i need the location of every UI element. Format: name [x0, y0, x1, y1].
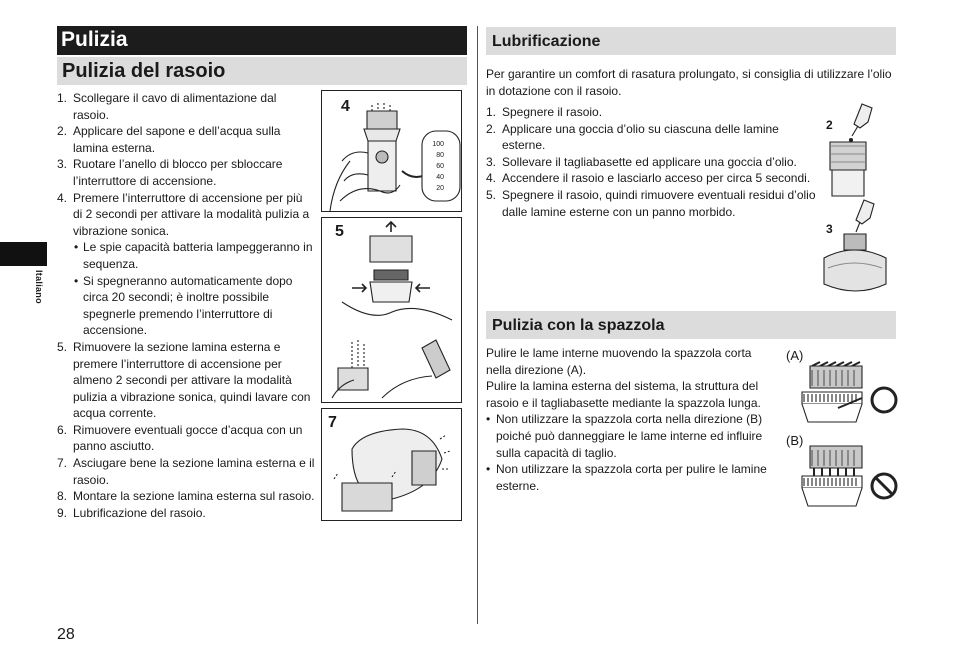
drying-illustration	[322, 409, 463, 522]
oil-figure-3	[822, 198, 888, 296]
list-item: 4. Premere l’interruttore di accensione per più di 2 secondi per attivare la modalità pulizia a vibrazione sonica. • Le spie capacità batteria lampeggeranno in sequenza. • Si spegneranno automaticamente dopo circa 20 secondi; è inoltre possibile spegnerle premendo l’interruttore di accensione.	[57, 190, 315, 339]
list-item: 6. Rimuovere eventuali gocce d’acqua con un panno asciutto.	[57, 422, 303, 454]
figure-number: 3	[826, 222, 833, 236]
list-item: 3. Ruotare l’anello di blocco per sbloccare l’interruttore di accensione.	[57, 157, 283, 188]
step4-notes	[73, 239, 315, 339]
brush-figure-b	[798, 442, 898, 512]
figure-7-drying	[321, 408, 462, 521]
figure-5-remove-foil	[321, 217, 462, 403]
oil-bottle-foil-illustration	[822, 102, 888, 198]
list-item: 2. Applicare del sapone e dell’acqua sulla lamina esterna.	[57, 124, 281, 155]
language-label: Italiano	[34, 270, 44, 304]
brush-correct-illustration	[798, 360, 898, 426]
brush-incorrect-illustration	[798, 442, 898, 512]
subsection-title-bar	[57, 57, 467, 85]
list-item: 1. Spegnere il rasoio.	[486, 105, 603, 119]
list-item: 7. Asciugare bene la sezione lamina esterna e il rasoio.	[57, 456, 315, 487]
brush-figure-a	[798, 360, 898, 426]
lubrication-steps-list	[486, 104, 816, 220]
figure-4-switch-on	[321, 90, 462, 212]
lubrication-heading-bar	[486, 27, 896, 55]
list-item: 2. Applicare una goccia d’olio su ciascuna delle lamine esterne.	[486, 121, 779, 153]
bullet-item: • Si spegneranno automaticamente dopo circa 20 secondi; è inoltre possibile spegnerle premendo l’interruttore di accensione.	[74, 273, 293, 338]
figure-label-b: (B)	[786, 433, 804, 448]
subsection-title: Pulizia del rasoio	[62, 60, 226, 82]
oil-trimmer-illustration	[822, 198, 888, 296]
bullet-item: • Non utilizzare la spazzola corta nella direzione (B) poiché può danneggiare le lame interne ed influire sulla capacità di taglio.	[486, 412, 763, 460]
list-item: 9. Lubrificazione del rasoio.	[57, 505, 206, 520]
list-item: 5. Rimuovere la sezione lamina esterna e premere l’interruttore di accensione per almeno 2 secondi per attivare la modalità pulizia a vibrazione sonica, quindi lavare con acqua corrente.	[57, 339, 311, 421]
brush-heading-bar	[486, 311, 896, 339]
battery-indicator: 100 80 60 40 20	[432, 141, 444, 192]
section-title-bar	[57, 26, 467, 55]
figure-number: 4	[341, 98, 350, 115]
figure-number: 2	[826, 118, 833, 132]
lubrication-heading: Lubrificazione	[492, 33, 601, 50]
list-item: 8. Montare la sezione lamina esterna sul rasoio.	[57, 489, 315, 504]
cleaning-steps-list	[57, 90, 315, 521]
list-item: 3. Sollevare il tagliabasette ed applicare una goccia d’olio.	[486, 154, 797, 169]
bullet-item: • Le spie capacità batteria lampeggeranno in sequenza.	[74, 240, 313, 271]
list-item: 5. Spegnere il rasoio, quindi rimuovere eventuali residui d’olio dalle lamine esterne con un panno morbido.	[486, 187, 816, 219]
figure-number: 5	[335, 223, 344, 240]
figure-label-a: (A)	[786, 348, 804, 363]
lubrication-intro: Per garantire un comfort di rasatura prolungato, si consiglia di utilizzare l’olio in dotazione con il rasoio.	[486, 67, 892, 98]
bullet-item: • Non utilizzare la spazzola corta per pulire le lamine esterne.	[486, 462, 767, 493]
brush-paragraph: Pulire la lamina esterna del sistema, la struttura del rasoio e il tagliabasette mediante la spazzola lunga.	[486, 379, 761, 410]
oil-figure-2	[822, 102, 888, 198]
remove-foil-illustration	[322, 218, 463, 404]
list-item: 1. Scollegare il cavo di alimentazione dal rasoio.	[57, 91, 277, 122]
page-number: 28	[57, 626, 75, 643]
section-title: Pulizia	[61, 28, 128, 51]
language-tab-marker	[0, 242, 47, 266]
brush-warnings	[486, 411, 776, 494]
column-divider	[477, 26, 478, 624]
brush-text	[486, 345, 776, 494]
brush-heading: Pulizia con la spazzola	[492, 317, 665, 334]
list-item: 4. Accendere il rasoio e lasciarlo acceso per circa 5 secondi.	[486, 171, 811, 186]
figure-number: 7	[328, 414, 337, 431]
brush-paragraph: Pulire le lame interne muovendo la spazzola corta nella direzione (A).	[486, 346, 752, 377]
